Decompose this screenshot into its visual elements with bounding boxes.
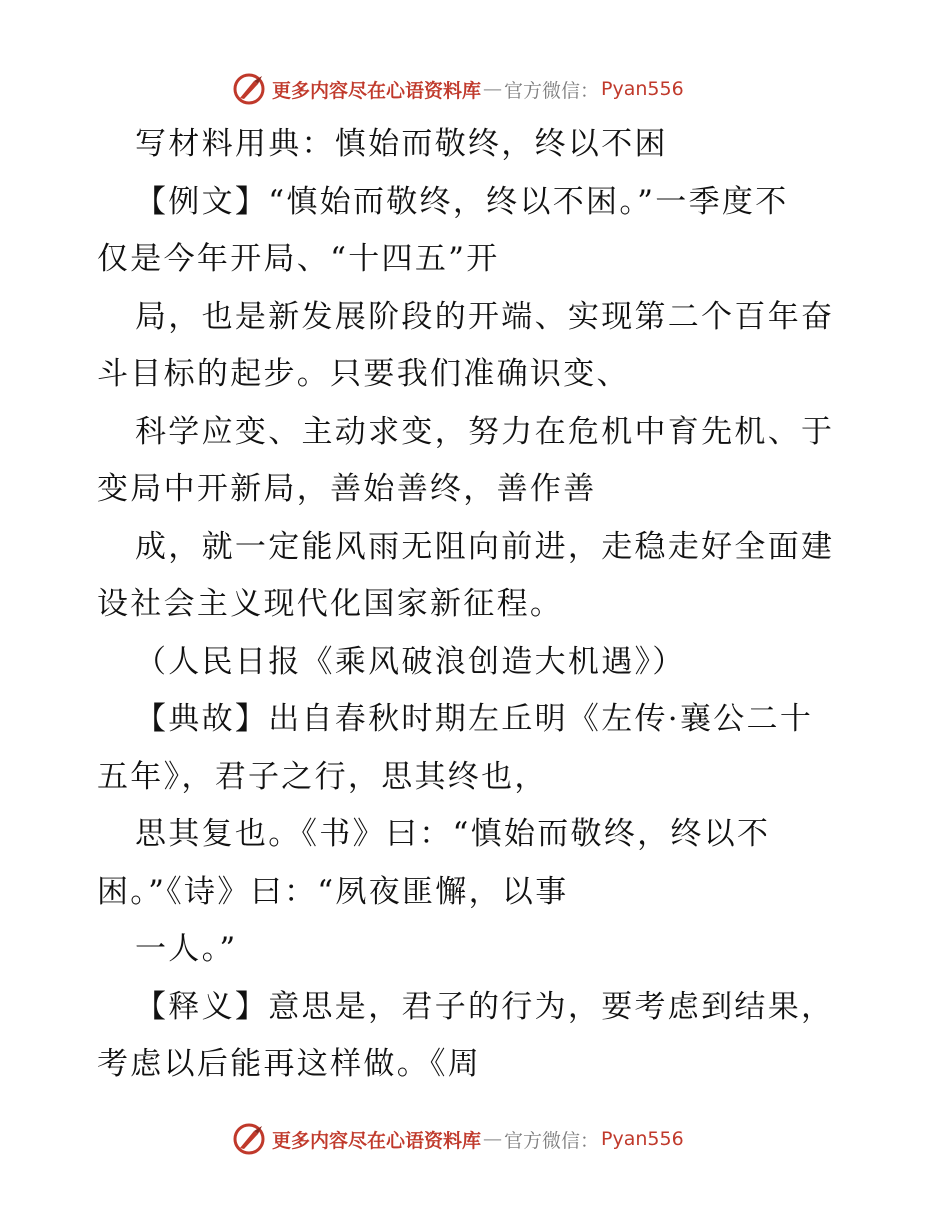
text-line: 写材料用典：慎始而敬终，终以不困 — [135, 126, 668, 162]
text-line: 【典故】出自春秋时期左丘明《左传·襄公二十 — [135, 701, 814, 737]
text-line: 五年》，君子之行，思其终也， — [97, 758, 548, 795]
text-line: 一人。” — [135, 931, 238, 967]
text-line: 考虑以后能再这样做。《周 — [97, 1046, 482, 1082]
text-line: 【例文】“慎始而敬终，终以不困。”一季度不 — [135, 183, 789, 220]
text-line: 思其复也。《书》曰：“慎始而敬终，终以不 — [135, 816, 771, 852]
text-line: （人民日报《乘风破浪创造大机遇》） — [135, 643, 686, 680]
text-line: 困。”《诗》曰：“夙夜匪懈，以事 — [97, 873, 569, 910]
text-line: 设社会主义现代化国家新征程。 — [97, 586, 564, 622]
header-banner — [232, 72, 684, 106]
text-line: 成，就一定能风雨无阻向前进，走稳走好全面建 — [135, 528, 835, 565]
banner-official-label: 官方微信： — [504, 79, 600, 102]
document-body — [97, 116, 857, 1094]
banner-official-label: 官方微信： — [504, 1129, 600, 1152]
banner-wechat-id: Pyan556 — [601, 78, 684, 100]
text-line: 仅是今年开局、“十四五”开 — [97, 241, 500, 277]
banner-slogan: 更多内容尽在心语资料库 — [272, 1129, 482, 1152]
text-line: 斗目标的起步。只要我们准确识变、 — [97, 356, 630, 392]
text-line: 科学应变、主动求变，努力在危机中育先机、于 — [135, 413, 835, 450]
banner-wechat-id: Pyan556 — [601, 1128, 684, 1150]
banner-separator: — — [483, 78, 503, 100]
banner-slogan: 更多内容尽在心语资料库 — [272, 79, 482, 102]
quill-pen-logo-icon — [232, 1122, 266, 1156]
text-line: 变局中开新局，善始善终，善作善 — [97, 471, 597, 507]
text-line: 局，也是新发展阶段的开端、实现第二个百年奋 — [135, 298, 835, 335]
text-line: 【释义】意思是，君子的行为，要考虑到结果， — [135, 988, 835, 1025]
banner-separator: — — [483, 1128, 503, 1150]
footer-banner — [232, 1122, 684, 1156]
quill-pen-logo-icon — [232, 72, 266, 106]
